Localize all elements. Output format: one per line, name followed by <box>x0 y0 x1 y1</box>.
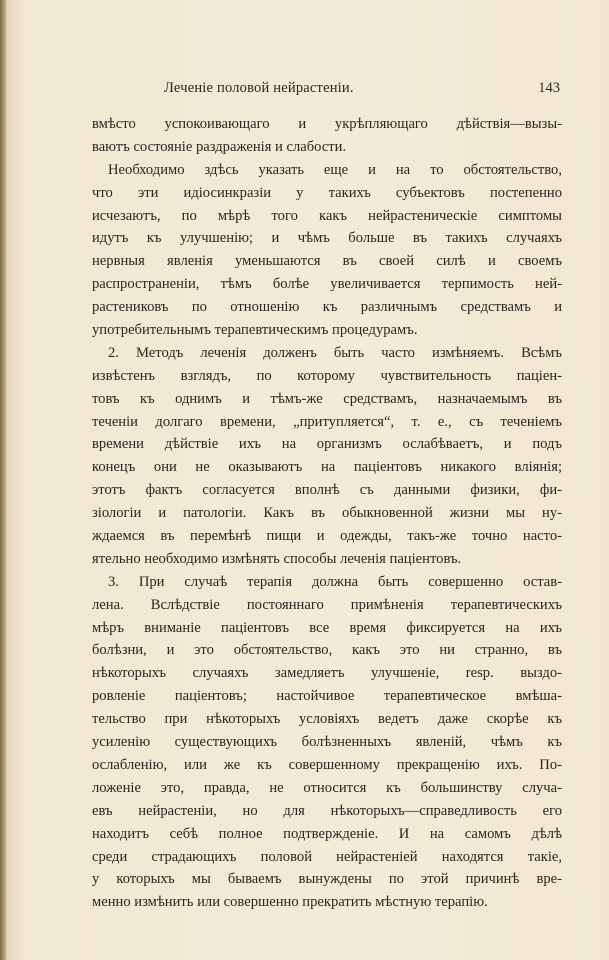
text-line: растениковъ по отношенію къ различнымъ средствамъ и <box>92 299 562 316</box>
text-line: распространеніи, тѣмъ болѣе увеличивается терпимость ней- <box>92 276 562 293</box>
text-line: ятельно необходимо измѣнять способы леченія паціентовъ. <box>92 550 462 567</box>
paragraph-first-line: 3. При случаѣ терапія должна быть совершенно остав- <box>108 573 562 590</box>
paragraph-first-line: 2. Методъ леченія долженъ быть часто измѣняемъ. Всѣмъ <box>108 344 562 361</box>
text-line: зіологіи и патологіи. Какъ въ обыкновенной жизни мы ну- <box>92 505 562 522</box>
text-line: конецъ они не оказываютъ на паціентовъ никакого вліянія; <box>92 459 562 476</box>
text-line: что эти идіосинкразіи у такихъ субъектовъ постепенно <box>92 184 562 201</box>
text-line: мѣръ вниманіе паціентовъ все время фиксируется на ихъ <box>92 619 562 636</box>
text-line: лена. Вслѣдствіе постояннаго примѣненія терапевтическихъ <box>92 596 562 613</box>
page-number: 143 <box>538 80 560 96</box>
text-line: идутъ къ улучшенію; и чѣмъ больше въ такихъ случаяхъ <box>92 230 562 247</box>
text-line: нѣкоторыхъ случаяхъ замедляетъ улучшеніе, resp. выздо- <box>92 665 562 682</box>
text-line: евъ нейрастеніи, но для нѣкоторыхъ—справедливость его <box>92 802 562 819</box>
running-title: Леченіе половой нейрастеніи. <box>164 80 354 96</box>
text-line: ждаемся въ перемѣнѣ пищи и одежды, такъ-же точно насто- <box>92 528 562 545</box>
text-line: находитъ себѣ полное подтвержденіе. И на самомъ дѣлѣ <box>92 825 562 842</box>
text-line: усиленію существующихъ болѣзненныхъ явленій, чѣмъ къ <box>92 734 562 751</box>
text-line: ровленіе паціентовъ; настойчивое терапевтическое вмѣша- <box>92 688 562 705</box>
text-line: ложеніе это, правда, не относится къ большинству случа- <box>92 779 562 796</box>
body-text <box>92 113 562 914</box>
text-line: времени дѣйствіе ихъ на организмъ ослабѣваетъ, и подъ <box>92 436 562 453</box>
text-line: извѣстенъ взглядъ, по которому чувствительность паціен- <box>92 367 562 384</box>
text-line: менно измѣнить или совершенно прекратить мѣстную терапію. <box>92 894 488 911</box>
page-header <box>92 80 560 100</box>
text-line: среди страдающихъ половой нейрастеніей находятся такіе, <box>92 848 562 865</box>
paragraph-first-line: Необходимо здѣсь указать еще и на то обстоятельство, <box>108 161 562 178</box>
text-line: исчезаютъ, по мѣрѣ того какъ нейрастеническіе симптомы <box>92 207 562 224</box>
text-line: тельство при нѣкоторыхъ условіяхъ ведетъ даже скорѣе къ <box>92 711 562 728</box>
text-line: вмѣсто успокоивающаго и укрѣпляющаго дѣйствія—вызы- <box>92 116 562 132</box>
text-line: нервныя явленія уменьшаются въ своей силѣ и своемъ <box>92 253 562 270</box>
text-line: этотъ фактъ согласуется вполнѣ съ данными физики, фи- <box>92 482 562 499</box>
text-line: болѣзни, и это обстоятельство, какъ это ни странно, въ <box>92 642 562 659</box>
text-line: ваютъ состояніе раздраженія и слабости. <box>92 138 347 155</box>
text-line: употребительнымъ терапевтическимъ процедурамъ. <box>92 322 418 339</box>
text-line: у которыхъ мы бываемъ вынуждены по этой причинѣ вре- <box>92 871 562 888</box>
text-line: ослабленію, или же къ совершенному прекращенію ихъ. По- <box>92 756 562 773</box>
page-binding-edge <box>0 0 6 960</box>
text-line: товъ къ однимъ и тѣмъ-же средствамъ, назначаемымъ въ <box>92 390 562 407</box>
text-line: теченіи долгаго времени, „притупляется“, т. е., съ теченіемъ <box>92 413 562 430</box>
